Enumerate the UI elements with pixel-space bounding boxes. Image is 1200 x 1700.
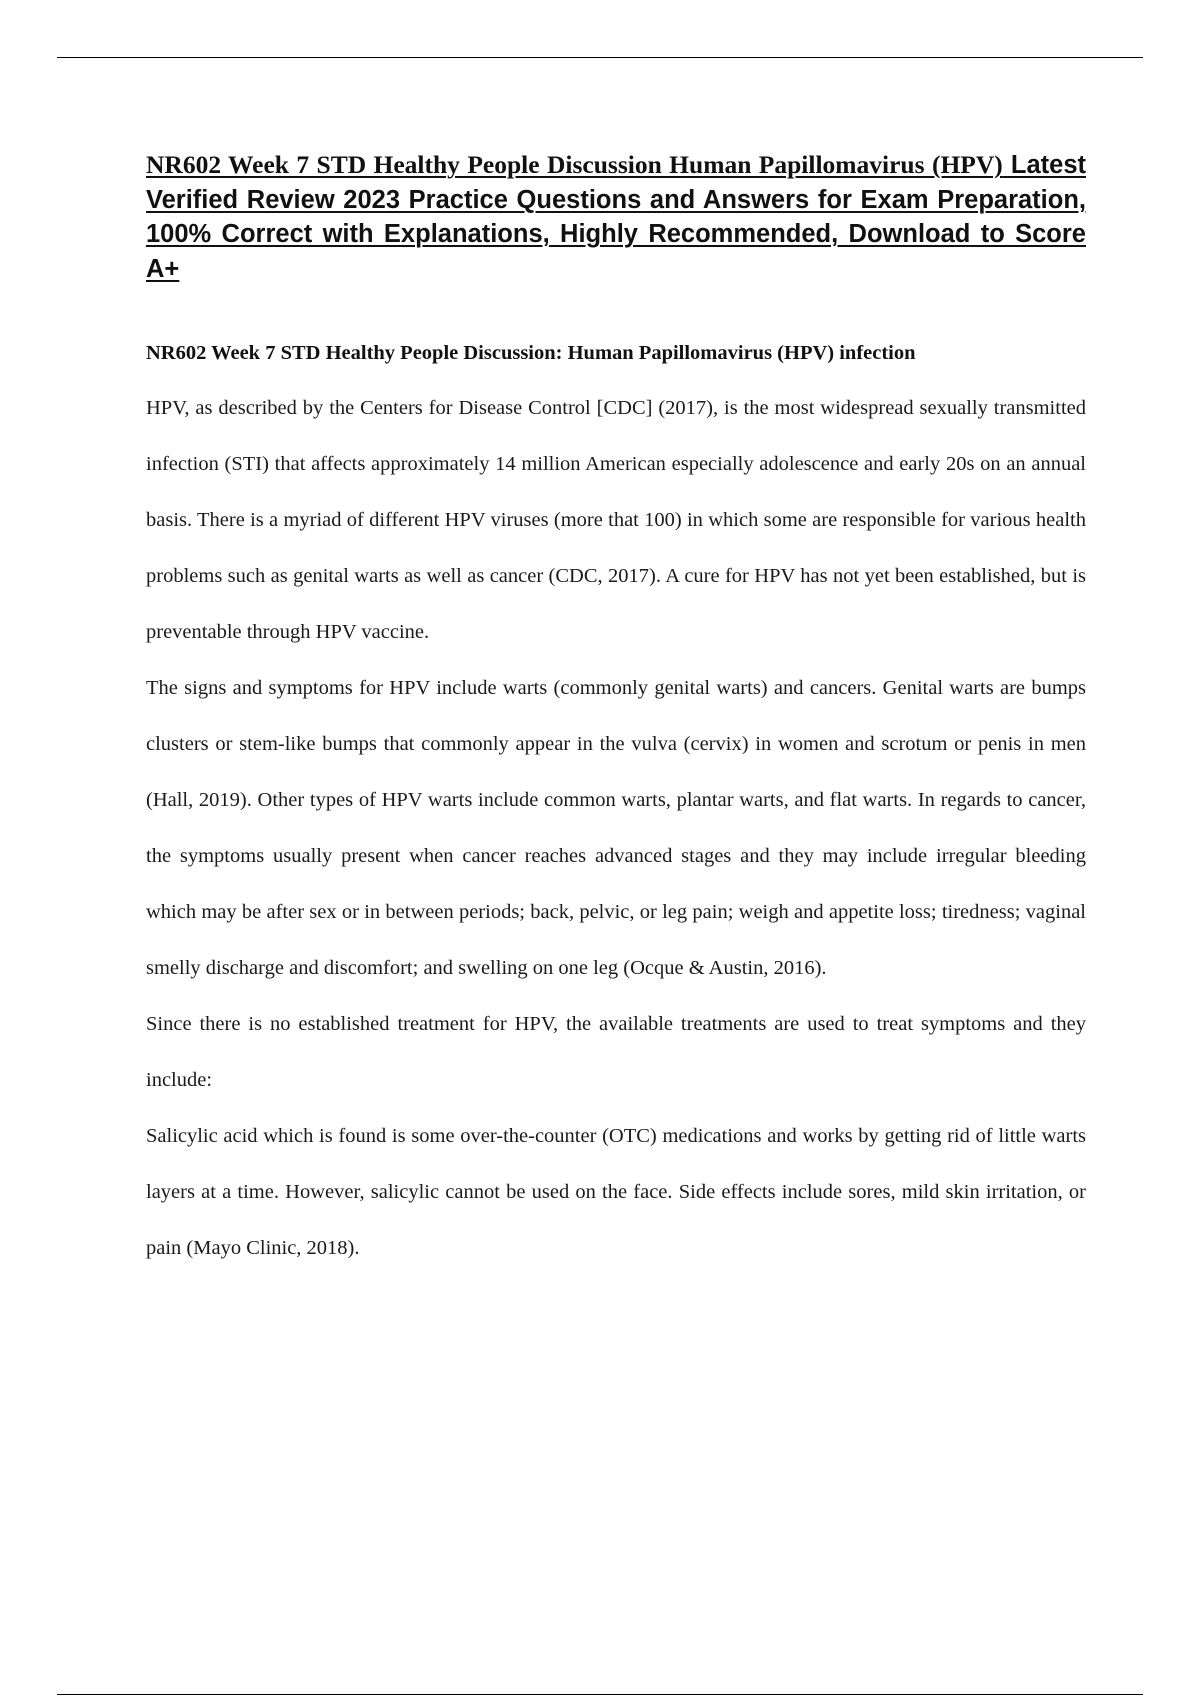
document-title-serif: NR602 Week 7 STD Healthy People Discussion Human Papillomavirus (HPV) xyxy=(146,150,1003,179)
paragraph-treatment-intro: Since there is no established treatment for HPV, the available treatments are used to treat symptoms and they include: xyxy=(146,1013,1086,1091)
paragraph-intro: HPV, as described by the Centers for Disease Control [CDC] (2017), is the most widespread sexually transmitted infection (STI) that affects approximately 14 million American especially adolescence and early 20s on an annual basis. There is a myriad of different HPV viruses (more that 100) in which some are responsible for various health problems such as genital warts as well as cancer (CDC, 2017). A cure for HPV has not yet been established, but is preventable through HPV vaccine. xyxy=(146,397,1086,643)
top-rule xyxy=(57,57,1143,58)
paragraph-symptoms: The signs and symptoms for HPV include warts (commonly genital warts) and cancers. Genital warts are bumps clusters or stem-like bumps that commonly appear in the vulva (cervix) in women and scrotum or penis in men (Hall, 2019). Other types of HPV warts include common warts, plantar warts, and flat warts. In regards to cancer, the symptoms usually present when cancer reaches advanced stages and they may include irregular bleeding which may be after sex or in between periods; back, pelvic, or leg pain; weigh and appetite loss; tiredness; vaginal smelly discharge and discomfort; and swelling on one leg (Ocque & Austin, 2016). xyxy=(146,677,1086,979)
document-title xyxy=(146,148,1086,286)
bottom-rule xyxy=(57,1694,1143,1695)
document-title-sans: Latest Verified Review 2023 Practice Questions and Answers for Exam Preparation, 100% Correct with Explanations, Highly Recommended, Download to Score A+ xyxy=(146,151,1086,283)
document-page xyxy=(146,148,1086,1276)
section-heading: NR602 Week 7 STD Healthy People Discussion: Human Papillomavirus (HPV) infection xyxy=(146,342,916,364)
paragraph-salicylic-acid: Salicylic acid which is found is some over-the-counter (OTC) medications and works by getting rid of little warts layers at a time. However, salicylic cannot be used on the face. Side effects include sores, mild skin irritation, or pain (Mayo Clinic, 2018). xyxy=(146,1125,1086,1259)
